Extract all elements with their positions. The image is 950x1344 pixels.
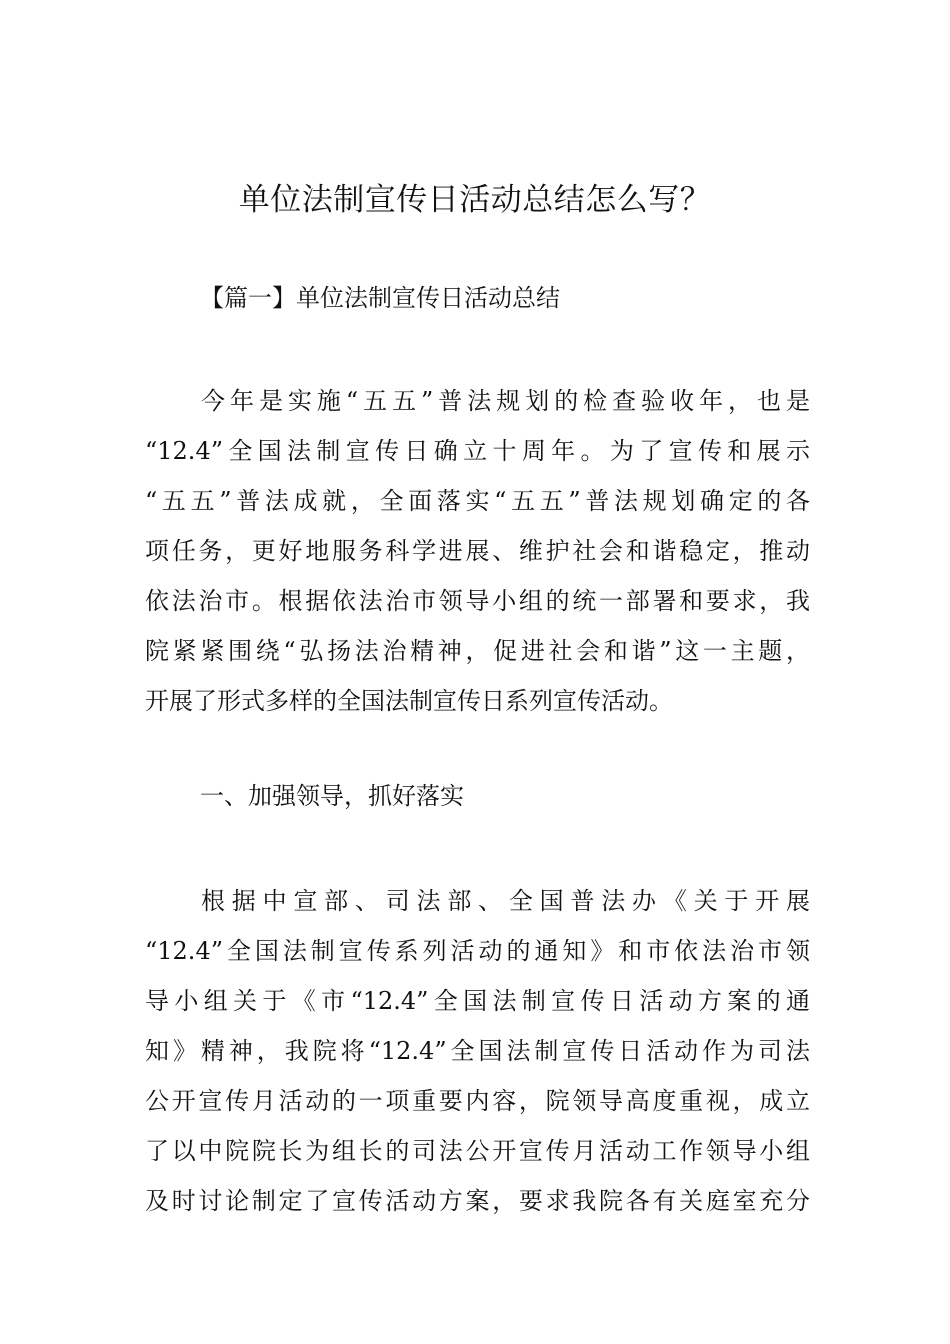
document-title: 单位法制宣传日活动总结怎么写？ xyxy=(238,182,712,218)
paragraph-line: 院紧紧围绕“弘扬法治精神，促进社会和谐”这一主题， xyxy=(145,637,810,665)
paragraph-line: 开展了形式多样的全国法制宣传日系列宣传活动。 xyxy=(145,687,673,715)
section-heading: 【篇一】单位法制宣传日活动总结 xyxy=(200,284,560,312)
paragraph-line: “五五”普法成就，全面落实“五五”普法规划确定的各 xyxy=(145,487,810,515)
subheading-leadership: 一、加强领导，抓好落实 xyxy=(200,782,464,810)
paragraph-line: “12.4”全国法制宣传系列活动的通知》和市依法治市领 xyxy=(145,937,810,965)
paragraph-line: 依法治市。根据依法治市领导小组的统一部署和要求，我 xyxy=(145,587,810,615)
paragraph-line: 今年是实施“五五”普法规划的检查验收年，也是 xyxy=(201,387,810,415)
paragraph-line: 根据中宣部、司法部、全国普法办《关于开展 xyxy=(201,887,810,915)
paragraph-line: 及时讨论制定了宣传活动方案，要求我院各有关庭室充分 xyxy=(145,1187,810,1215)
paragraph-line: “12.4”全国法制宣传日确立十周年。为了宣传和展示 xyxy=(145,437,810,465)
paragraph-line: 知》精神，我院将“12.4”全国法制宣传日活动作为司法 xyxy=(145,1037,810,1065)
paragraph-line: 项任务，更好地服务科学进展、维护社会和谐稳定，推动 xyxy=(145,537,810,565)
paragraph-intro xyxy=(145,376,810,726)
paragraph-leadership xyxy=(145,876,810,1226)
paragraph-line: 导小组关于《市“12.4”全国法制宣传日活动方案的通 xyxy=(145,987,810,1015)
paragraph-line: 公开宣传月活动的一项重要内容，院领导高度重视，成立 xyxy=(145,1087,810,1115)
paragraph-line: 了以中院院长为组长的司法公开宣传月活动工作领导小组 xyxy=(145,1137,810,1165)
